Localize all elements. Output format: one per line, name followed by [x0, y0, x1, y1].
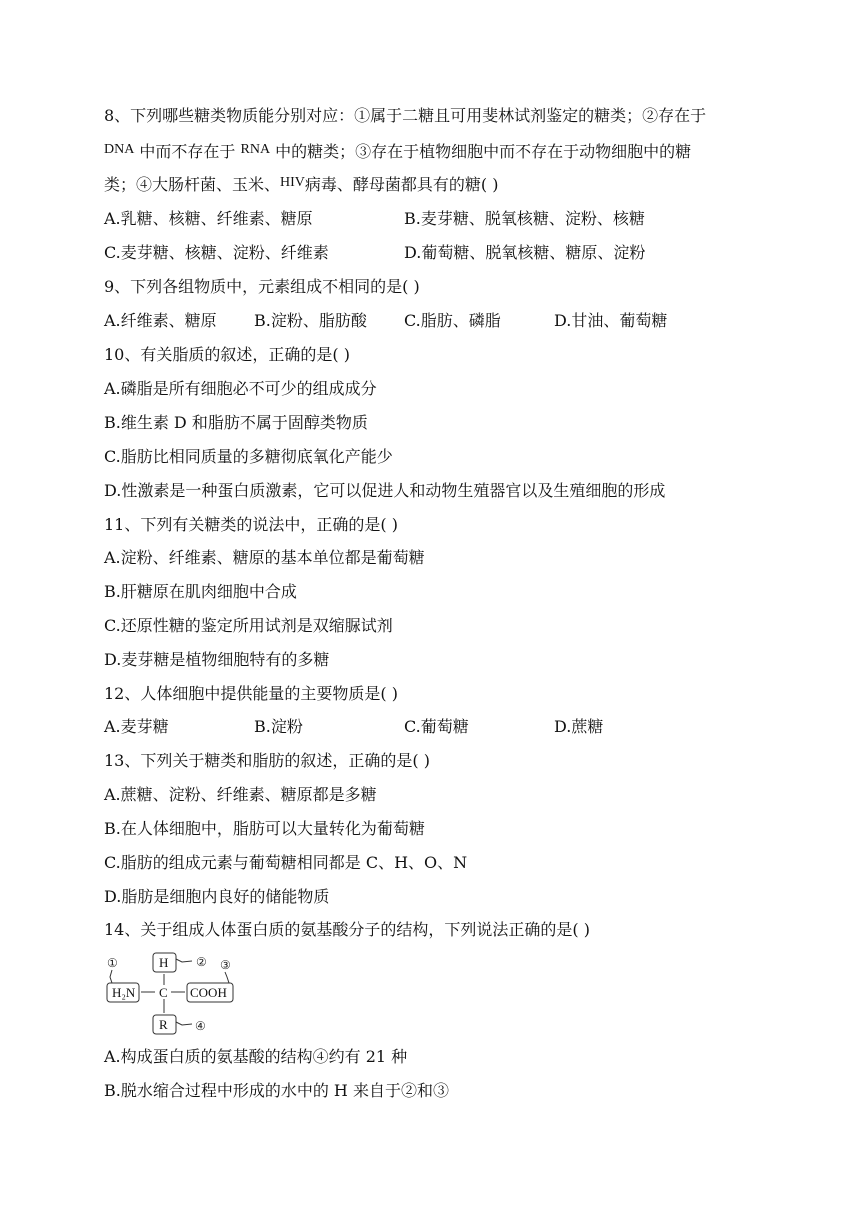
q9-option-d: D.甘油、葡萄糖 — [554, 311, 668, 330]
q10-option-c: C.脂肪比相同质量的多糖彻底氧化产能少 — [104, 447, 393, 466]
q8-option-d: D.葡萄糖、脱氧核糖、糖原、淀粉 — [404, 243, 646, 262]
marker-4: ④ — [195, 1019, 206, 1033]
alpha-carbon: C — [159, 985, 168, 1000]
marker-1: ① — [107, 956, 118, 970]
q8-option-c: C.麦芽糖、核糖、淀粉、纤维素 — [104, 243, 329, 262]
q12-option-b: B.淀粉 — [254, 717, 303, 736]
q13-stem: 13、下列关于糖类和脂肪的叙述，正确的是( ) — [104, 751, 430, 770]
carboxyl-group-label: COOH — [190, 985, 227, 1000]
q11-option-c: C.还原性糖的鉴定所用试剂是双缩脲试剂 — [104, 616, 393, 635]
dna-label: DNA — [104, 142, 135, 157]
marker-2: ② — [196, 955, 207, 969]
q14-option-b: B.脱水缩合过程中形成的水中的 H 来自于②和③ — [104, 1081, 449, 1100]
q8-option-a: A.乳糖、核糖、纤维素、糖原 — [104, 209, 313, 228]
rna-label: RNA — [240, 142, 271, 157]
hydrogen-atom: H — [159, 955, 169, 970]
q8-stem-line3: 类；④大肠杆菌、玉米、HIV病毒、酵母菌都具有的糖( ) — [104, 175, 499, 194]
q9-option-b: B.淀粉、脂肪酸 — [254, 311, 367, 330]
q14-option-a: A.构成蛋白质的氨基酸的结构④约有 21 种 — [104, 1047, 408, 1066]
q13-option-d: D.脂肪是细胞内良好的储能物质 — [104, 887, 330, 906]
q9-option-a: A.纤维素、糖原 — [104, 311, 217, 330]
q8-option-b: B.麦芽糖、脱氧核糖、淀粉、核糖 — [404, 209, 645, 228]
q13-option-a: A.蔗糖、淀粉、纤维素、糖原都是多糖 — [104, 785, 377, 804]
hiv-label: HIV — [280, 175, 305, 190]
q10-option-b: B.维生素 D 和脂肪不属于固醇类物质 — [104, 413, 368, 432]
q12-stem: 12、人体细胞中提供能量的主要物质是( ) — [104, 684, 398, 703]
r-group-label: R — [159, 1017, 168, 1032]
q11-option-d: D.麦芽糖是植物细胞特有的多糖 — [104, 650, 330, 669]
q10-option-d: D.性激素是一种蛋白质激素，它可以促进人和动物生殖器官以及生殖细胞的形成 — [104, 481, 666, 500]
q11-option-b: B.肝糖原在肌肉细胞中合成 — [104, 582, 297, 601]
q8-stem-line1: 8、下列哪些糖类物质能分别对应：①属于二糖且可用斐林试剂鉴定的糖类；②存在于 — [104, 106, 707, 125]
q10-stem: 10、有关脂质的叙述，正确的是( ) — [104, 345, 350, 364]
q9-stem: 9、下列各组物质中，元素组成不相同的是( ) — [104, 277, 420, 296]
q12-option-a: A.麦芽糖 — [104, 717, 169, 736]
q10-option-a: A.磷脂是所有细胞必不可少的组成成分 — [104, 379, 377, 398]
amino-group-label: H₂N — [112, 985, 136, 1000]
q12-option-d: D.蔗糖 — [554, 717, 604, 736]
q13-option-c: C.脂肪的组成元素与葡萄糖相同都是 C、H、O、N — [104, 853, 468, 872]
q9-option-c: C.脂肪、磷脂 — [404, 311, 501, 330]
q8-stem-line2: DNA 中而不存在于 RNA 中的糖类；③存在于植物细胞中而不存在于动物细胞中的糖 — [104, 142, 692, 161]
amino-acid-structure-diagram — [104, 950, 244, 1042]
q13-option-b: B.在人体细胞中，脂肪可以大量转化为葡萄糖 — [104, 819, 425, 838]
marker-3: ③ — [220, 958, 231, 972]
q12-option-c: C.葡萄糖 — [404, 717, 469, 736]
q14-stem: 14、关于组成人体蛋白质的氨基酸分子的结构，下列说法正确的是( ) — [104, 920, 590, 939]
q11-stem: 11、下列有关糖类的说法中，正确的是( ) — [104, 515, 398, 534]
q11-option-a: A.淀粉、纤维素、糖原的基本单位都是葡萄糖 — [104, 548, 425, 567]
